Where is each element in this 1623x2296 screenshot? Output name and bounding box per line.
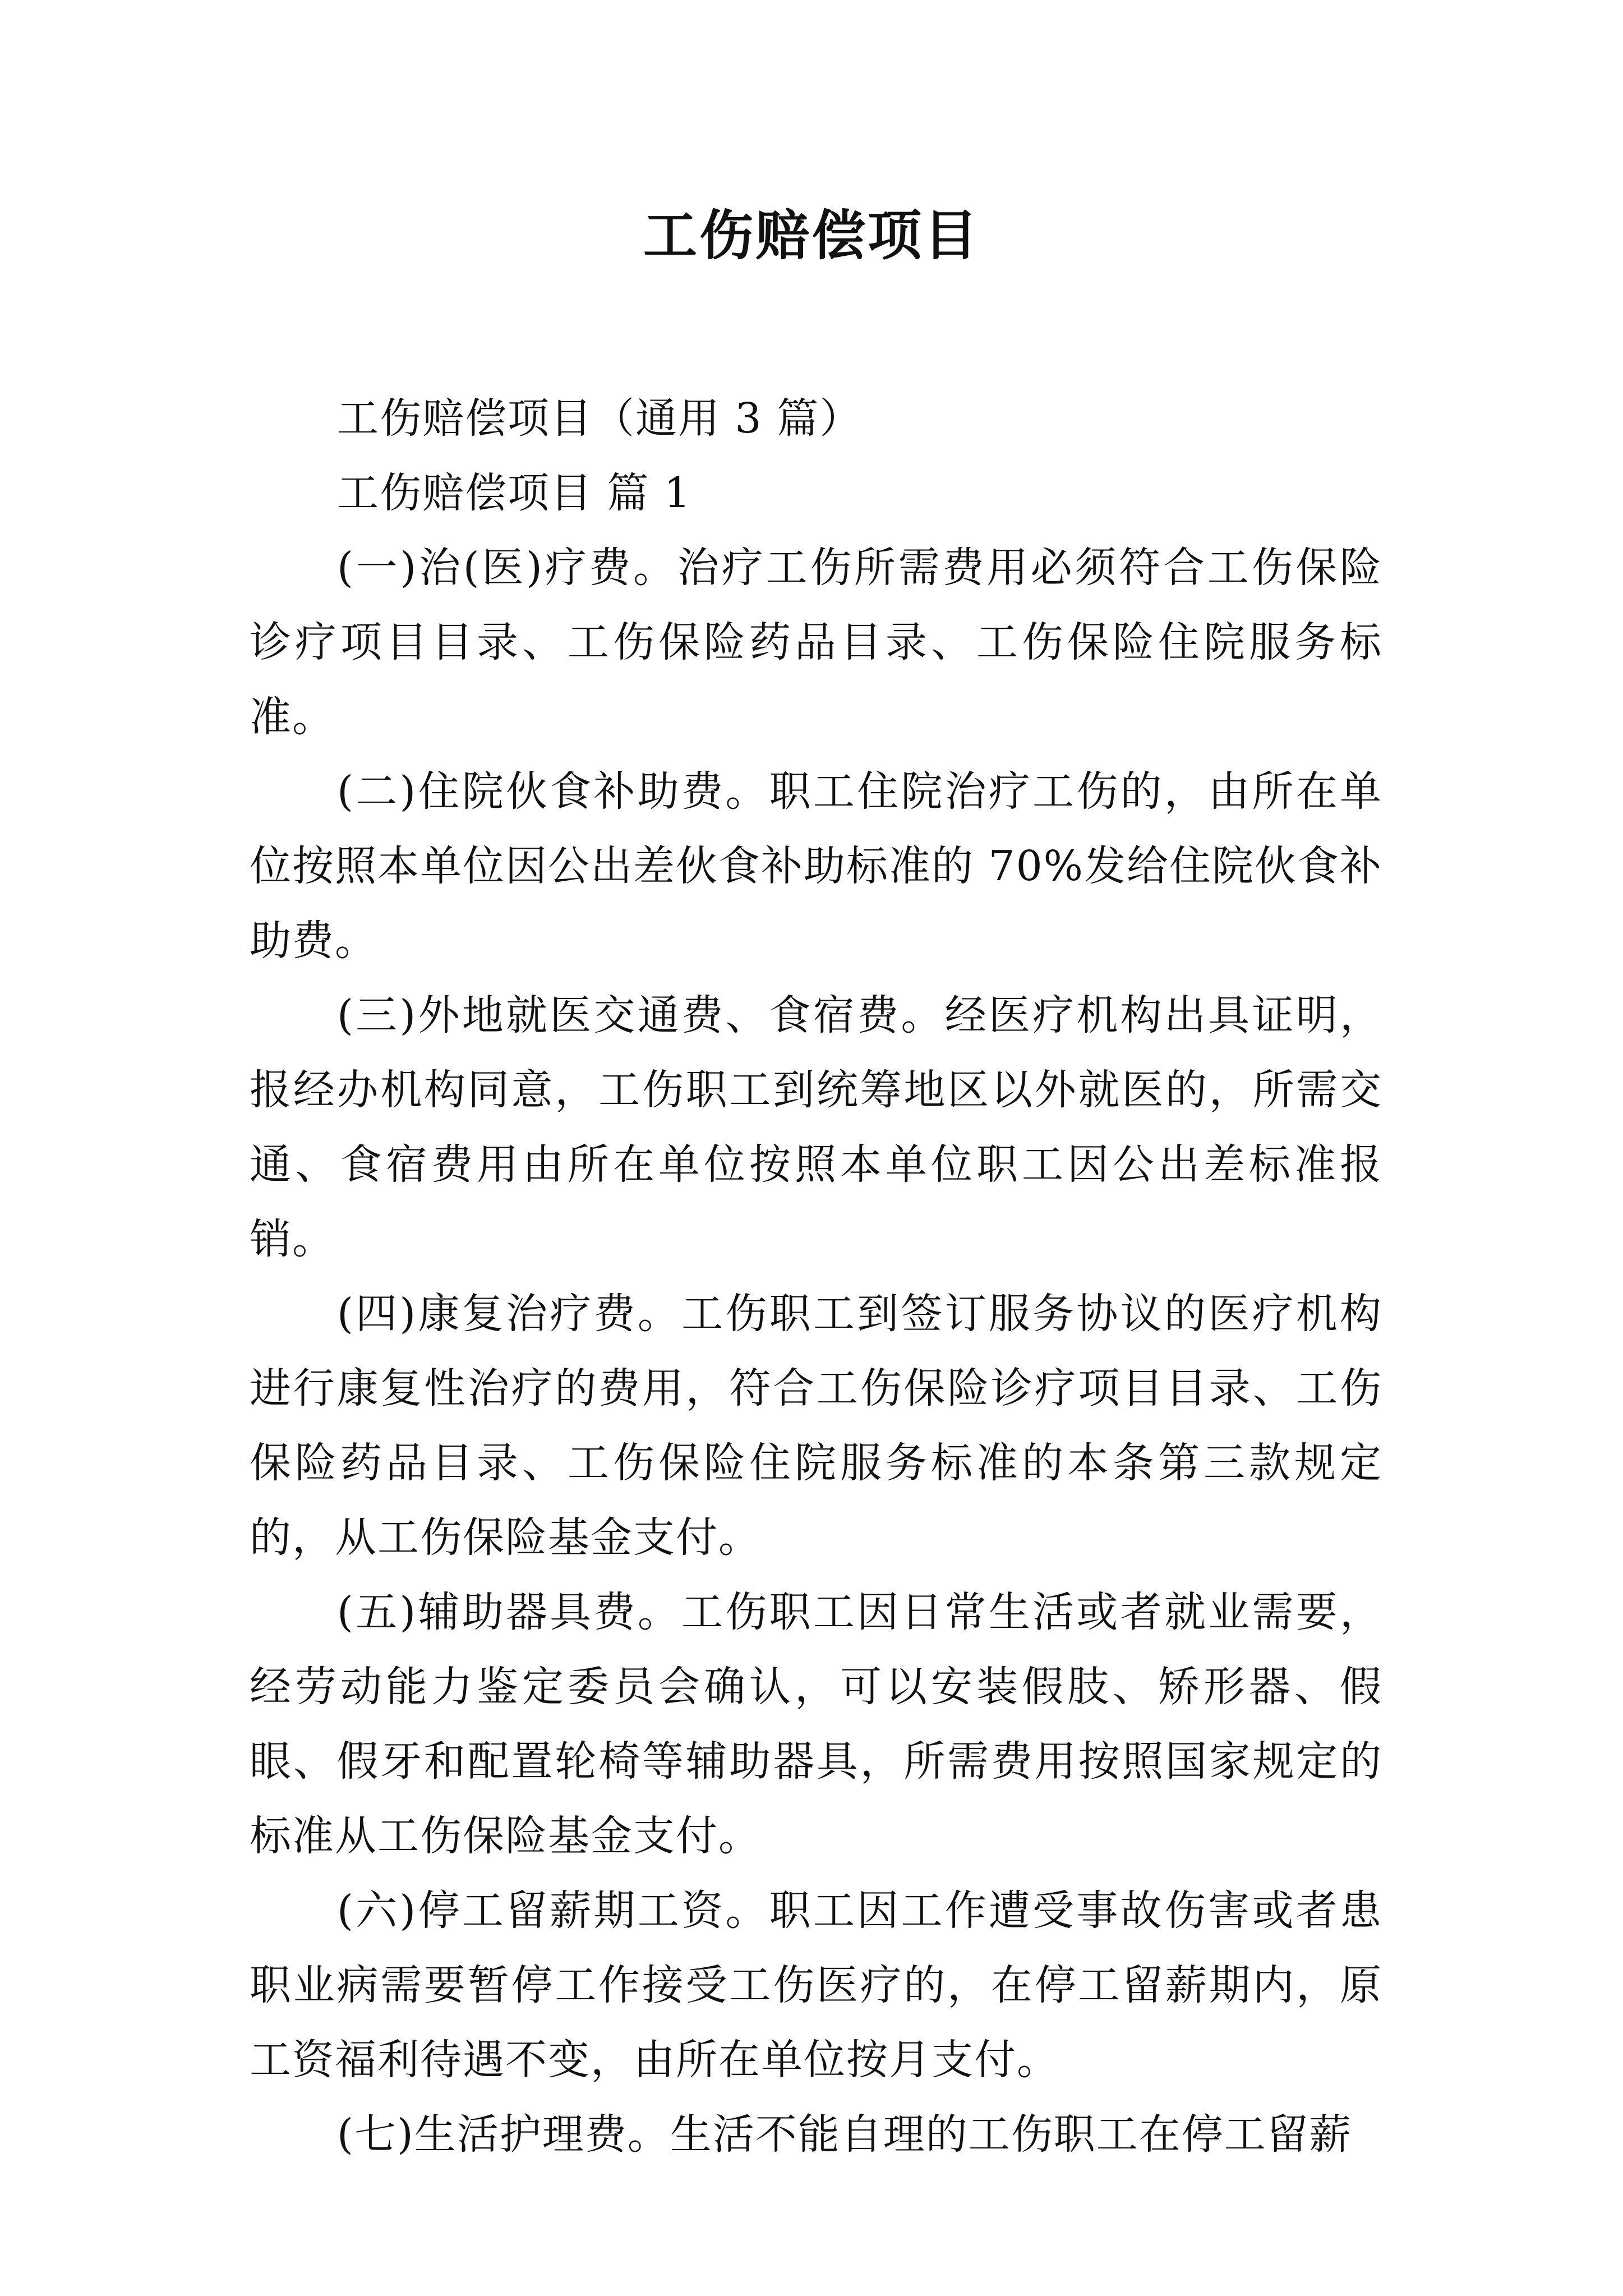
- paragraph-4: (四)康复治疗费。工伤职工到签订服务协议的医疗机构进行康复性治疗的费用，符合工伤保险诊疗项目目录、工伤保险药品目录、工伤保险住院服务标准的本条第三款规定的，从工伤保险基金支付。: [250, 1290, 1382, 1562]
- paragraph-1: (一)治(医)疗费。治疗工伤所需费用必须符合工伤保险诊疗项目目录、工伤保险药品目录、工伤保险住院服务标准。: [250, 544, 1382, 741]
- paragraph-7: (七)生活护理费。生活不能自理的工伤职工在停工留薪: [337, 2110, 1352, 2159]
- paragraph-5: (五)辅助器具费。工伤职工因日常生活或者就业需要，经劳动能力鉴定委员会确认，可以安装假肢、矫形器、假眼、假牙和配置轮椅等辅助器具，所需费用按照国家规定的标准从工伤保险基金支付。: [250, 1588, 1382, 1860]
- document-body: [250, 381, 1382, 2172]
- paragraph-2: (二)住院伙食补助费。职工住院治疗工伤的，由所在单位按照本单位因公出差伙食补助标准的 70%发给住院伙食补助费。: [250, 767, 1382, 965]
- paragraph-3: (三)外地就医交通费、食宿费。经医疗机构出具证明，报经办机构同意，工伤职工到统筹地区以外就医的，所需交通、食宿费用由所在单位按照本单位职工因公出差标准报销。: [250, 991, 1382, 1263]
- document-title: 工伤赔偿项目: [643, 204, 980, 267]
- document-subtitle: 工伤赔偿项目（通用 3 篇）: [337, 394, 863, 443]
- paragraph-6: (六)停工留薪期工资。职工因工作遭受事故伤害或者患职业病需要暂停工作接受工伤医疗的，在停工留薪期内，原工资福利待遇不变，由所在单位按月支付。: [250, 1887, 1382, 2084]
- section-heading: 工伤赔偿项目 篇 1: [337, 469, 692, 517]
